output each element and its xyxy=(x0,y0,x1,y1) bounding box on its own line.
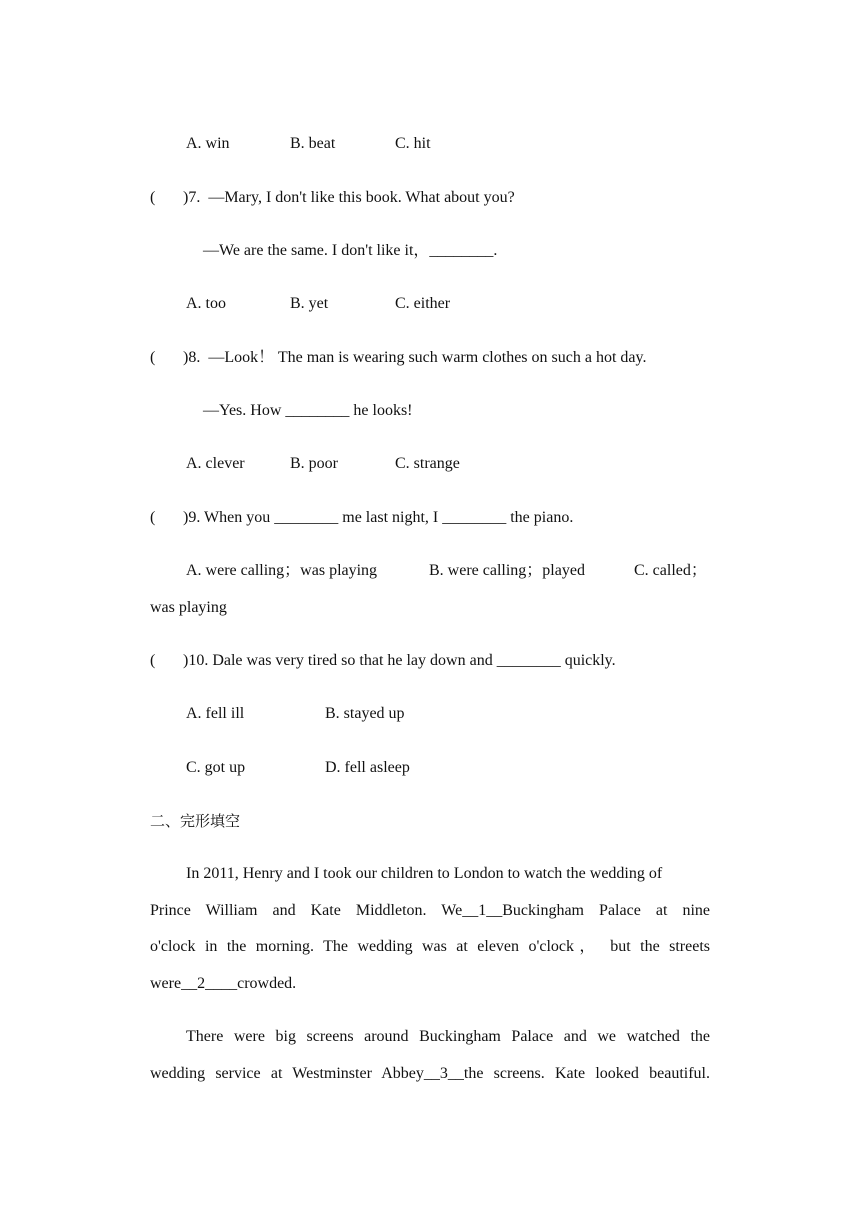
passage-p2-line1: There were big screens around Buckingham Palace and we watched the xyxy=(186,1028,710,1045)
q8-option-c: C. strange xyxy=(395,455,460,472)
q7-option-a: A. too xyxy=(186,295,226,312)
q7-option-b: B. yet xyxy=(290,295,329,312)
q9-answer-paren: ( xyxy=(150,509,156,526)
passage-p1-line4: were__2____crowded. xyxy=(150,975,297,992)
q7-stem: )7. —Mary, I don't like this book. What about you? xyxy=(183,189,515,206)
q6-option-b: B. beat xyxy=(290,135,336,152)
q6-option-c: C. hit xyxy=(395,135,431,152)
q10-option-a: A. fell ill xyxy=(186,705,245,722)
q9-option-c: C. called； xyxy=(634,562,707,579)
passage-p1-line1: In 2011, Henry and I took our children to London to watch the wedding of xyxy=(186,865,663,882)
q9-stem: )9. When you ________ me last night, I ________ the piano. xyxy=(183,509,574,526)
q10-option-c: C. got up xyxy=(186,759,246,776)
q9-option-a: A. were calling；was playing xyxy=(186,562,378,579)
q10-option-b: B. stayed up xyxy=(325,705,405,722)
passage-p1-line2: Prince William and Kate Middleton. We__1__Buckingham Palace at nine xyxy=(150,902,710,919)
q9-option-b: B. were calling；played xyxy=(429,562,585,579)
passage-p1-line3: o'clock in the morning. The wedding was at eleven o'clock， but the streets xyxy=(150,938,710,955)
q8-stem: )8. —Look！ The man is wearing such warm clothes on such a hot day. xyxy=(183,349,647,366)
q10-answer-paren: ( xyxy=(150,652,156,669)
q9-option-c-continued: was playing xyxy=(150,599,227,616)
q7-answer-paren: ( xyxy=(150,189,156,206)
q8-reply: —Yes. How ________ he looks! xyxy=(203,402,413,419)
q8-option-b: B. poor xyxy=(290,455,338,472)
q6-option-a: A. win xyxy=(186,135,230,152)
passage-p2-line2: wedding service at Westminster Abbey__3__the screens. Kate looked beautiful. xyxy=(150,1065,710,1082)
section-heading: 二、完形填空 xyxy=(150,812,241,830)
q7-option-c: C. either xyxy=(395,295,451,312)
q10-stem: )10. Dale was very tired so that he lay down and ________ quickly. xyxy=(183,652,616,669)
q7-reply: —We are the same. I don't like it，________. xyxy=(203,242,498,259)
q10-option-d: D. fell asleep xyxy=(325,759,410,776)
q8-answer-paren: ( xyxy=(150,349,156,366)
q8-option-a: A. clever xyxy=(186,455,245,472)
